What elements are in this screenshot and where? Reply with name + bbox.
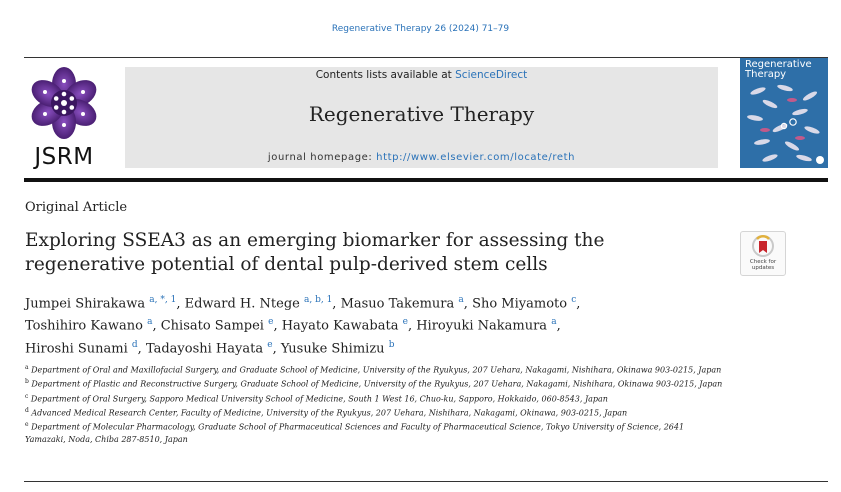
check-for-updates-label xyxy=(741,259,785,271)
sciencedirect-link[interactable]: ScienceDirect xyxy=(455,69,528,81)
author-name[interactable]: Edward H. Ntege xyxy=(184,296,300,312)
affiliation-item xyxy=(25,419,725,445)
author-separator: , xyxy=(176,296,185,312)
author-affiliation-marker[interactable]: a, *, 1 xyxy=(149,295,177,305)
affiliation-item xyxy=(25,362,725,376)
homepage-prefix: journal homepage: xyxy=(267,152,377,163)
affiliation-list xyxy=(25,362,725,446)
jsrm-flower-icon xyxy=(18,63,110,143)
article-title: Exploring SSEA3 as an emerging biomarker for assessing the regenerative potential of dental pulp-derived stem cells xyxy=(25,230,605,275)
affiliation-text: Department of Oral and Maxillofacial Surgery, and Graduate School of Medicine, University of the Ryukyus, 207 Uehara, Nakagami, Nishihara, Okinawa 903-0215, Japan xyxy=(28,365,722,375)
affiliation-text: Department of Oral Surgery, Sapporo Medical University School of Medicine, South 1 West 16, Chuo-ku, Sapporo, Hokkaido, 060-8543, Japan xyxy=(28,394,608,404)
author-affiliation-marker[interactable]: a, b, 1 xyxy=(304,295,333,305)
journal-cover-thumbnail[interactable] xyxy=(740,58,828,168)
author-separator: , xyxy=(273,318,282,334)
author-separator: , xyxy=(137,340,146,356)
author-name[interactable]: Hayato Kawabata xyxy=(281,318,399,334)
front-matter-bottom-rule xyxy=(24,481,828,482)
author-affiliation-marker[interactable]: e xyxy=(267,339,273,350)
check-for-updates-icon xyxy=(752,235,774,257)
cover-capsules-illustration xyxy=(740,58,828,168)
affiliation-key: c xyxy=(25,392,29,400)
author-name[interactable]: Sho Miyamoto xyxy=(472,296,568,312)
author-affiliation-marker[interactable]: e xyxy=(268,317,274,328)
journal-name: Regenerative Therapy xyxy=(308,102,535,126)
author-separator: , xyxy=(463,296,473,312)
cover-title-line1: Regenerative xyxy=(745,59,812,70)
badge-line1: Check for xyxy=(749,259,777,265)
cover-title-line2: Therapy xyxy=(745,69,787,80)
journal-citation[interactable]: Regenerative Therapy 26 (2024) 71–79 xyxy=(331,24,510,34)
author-name[interactable]: Hiroyuki Nakamura xyxy=(416,318,548,334)
author-separator: , xyxy=(556,318,561,334)
author-name[interactable]: Tadayoshi Hayata xyxy=(145,340,264,356)
contents-prefix: Contents lists available at xyxy=(315,69,456,81)
homepage-url-link[interactable]: http://www.elsevier.com/locate/reth xyxy=(376,152,576,163)
author-affiliation-marker[interactable]: e xyxy=(402,317,408,328)
author-affiliation-marker[interactable]: c xyxy=(571,295,577,305)
author-affiliation-marker[interactable]: a xyxy=(551,317,557,328)
author-name[interactable]: Masuo Takemura xyxy=(340,296,455,312)
author-name[interactable]: Hiroshi Sunami xyxy=(25,340,128,356)
affiliation-key: e xyxy=(25,421,29,429)
affiliation-item xyxy=(25,376,725,390)
affiliation-text: Advanced Medical Research Center, Faculty of Medicine, University of the Ryukyus, 207 Uehara, Nishihara, Nakagami, Okinawa, 903-0215, Japan xyxy=(28,408,628,418)
author-affiliation-marker[interactable]: d xyxy=(131,339,138,350)
check-for-updates-button[interactable] xyxy=(740,231,786,276)
author-affiliation-marker[interactable]: a xyxy=(458,295,464,305)
affiliation-key: d xyxy=(25,407,29,415)
article-type: Original Article xyxy=(25,200,128,215)
affiliation-key: a xyxy=(25,364,29,371)
author-separator: , xyxy=(272,340,281,356)
author-separator: , xyxy=(576,296,581,312)
journal-masthead xyxy=(125,67,718,168)
author-separator: , xyxy=(407,318,417,334)
journal-homepage-line xyxy=(125,152,718,163)
badge-line2: updates xyxy=(751,265,775,271)
author-name[interactable]: Jumpei Shirakawa xyxy=(25,296,146,312)
contents-available-line xyxy=(125,69,718,81)
author-affiliation-marker[interactable]: a xyxy=(147,317,153,328)
author-name[interactable]: Yusuke Shimizu xyxy=(280,340,385,356)
author-separator: , xyxy=(332,296,341,312)
affiliation-text: Department of Plastic and Reconstructive Surgery, Graduate School of Medicine, University of the Ryukyus, 207 Uehara, Nakagami, Nishihara, Okinawa 903-0215, Japan xyxy=(28,380,723,390)
author-list xyxy=(25,291,725,358)
affiliation-item xyxy=(25,391,725,405)
affiliation-item xyxy=(25,405,725,419)
author-separator: , xyxy=(152,318,161,334)
affiliation-key: b xyxy=(25,378,29,386)
header-bottom-rule xyxy=(24,178,828,182)
author-affiliation-marker[interactable]: b xyxy=(388,339,395,350)
header-top-rule xyxy=(24,57,828,58)
society-logo-text: JSRM xyxy=(34,144,94,170)
author-name[interactable]: Toshihiro Kawano xyxy=(25,318,143,334)
author-name[interactable]: Chisato Sampei xyxy=(160,318,264,334)
affiliation-text: Department of Molecular Pharmacology, Graduate School of Pharmaceutical Sciences and Faculty of Pharmaceutical Science, Tokyo University of Science, 2641 Yamazaki, Noda, Chiba 287-8510, Japan xyxy=(25,423,685,444)
